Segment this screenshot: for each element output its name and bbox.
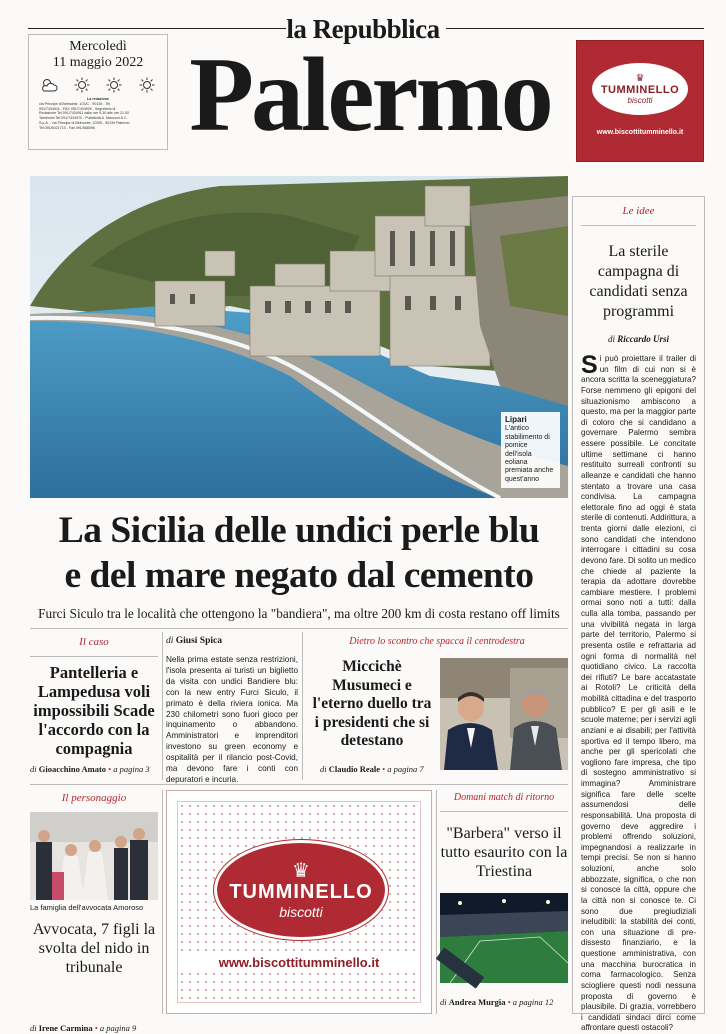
lead-headline-line-1: La Sicilia delle undici perle blu [58, 510, 540, 551]
kicker-rule [30, 656, 158, 657]
tumminello-logo [592, 63, 688, 115]
kicker-rule [440, 811, 568, 812]
page-ref-bullet: • [382, 764, 386, 774]
byline-prefix: di [30, 764, 37, 774]
byline-prefix: di [30, 1023, 37, 1033]
ad-url[interactable]: www.biscottitumminello.it [596, 129, 684, 136]
ad-url[interactable]: www.biscottitumminello.it [178, 955, 420, 970]
contacts-line: Tel.091/6021715 - Fax 091/588096 [39, 125, 95, 130]
lead-story-body: Nella prima estate senza restrizioni, l'isola presenta ai turisti un biglietto da visita con undici Bandiere blu: con la new entry Furci Siculo, il primato è della riviera ionica. Ma 230 chilometri sono fuori gioco per inquinamento o abbandono. Amministratori e imprenditori investono su green economy e ospitalità per il rilancio post-Covid, ma devono fare i conti con depuratori e incuria. [166, 655, 298, 784]
ad-brand: TUMMINELLO [229, 880, 373, 903]
kicker-rule [581, 225, 696, 226]
byline-author: Andrea Murgia [448, 997, 506, 1007]
contacts-line: via Principe di Belmonte, 103/C - 90139 - Tel. [39, 101, 112, 106]
story-kicker: Dietro lo scontro che spacca il centrodestra [349, 636, 525, 647]
top-advertisement[interactable] [576, 40, 704, 162]
byline-prefix: di [607, 334, 615, 344]
opinion-headline: La sterile campagna di candidati senza programmi [589, 243, 688, 320]
ad-brand: TUMMINELLO [600, 83, 680, 96]
story-headline: "Barbera" verso il tutto esaurito con la Triestina [440, 825, 568, 880]
masthead-rule-right [446, 28, 704, 29]
edition-city-title: Palermo [189, 36, 551, 153]
sun-icon [104, 77, 124, 93]
opinion-column-le-idee[interactable] [572, 196, 705, 1033]
editorial-contacts [33, 97, 163, 131]
byline-author: Giusi Spica [175, 636, 222, 646]
weather-strip [33, 77, 163, 93]
section-divider [30, 628, 568, 629]
masthead-rule-left [28, 28, 286, 29]
crown-icon: ♛ [292, 859, 310, 882]
story-headline: Avvocata, 7 figli la svolta del nido in tribunale [32, 921, 156, 976]
family-photo [30, 812, 158, 900]
column-divider [162, 632, 163, 780]
page-ref-bullet: • [108, 764, 112, 774]
story-il-caso[interactable] [30, 636, 158, 774]
lead-story-text[interactable] [166, 636, 298, 800]
byline-author: Irene Carmina [38, 1023, 93, 1033]
byline-author: Riccardo Ursi [617, 334, 669, 344]
page-ref: a pagina 12 [512, 997, 554, 1007]
middle-advertisement[interactable] [166, 790, 432, 1014]
page-ref: a pagina 3 [113, 764, 150, 774]
page-ref: a pagina 7 [387, 764, 424, 774]
ad-subbrand: biscotti [627, 95, 653, 105]
opinion-body [581, 351, 696, 1034]
byline-author: Claudio Reale [328, 764, 380, 774]
lead-headline[interactable] [30, 508, 568, 598]
photo-caption [501, 412, 560, 488]
page-ref-bullet: • [94, 1023, 98, 1033]
opinion-body-text: i può proiettare il trailer di un film di cui non si è ancora scritta la sceneggiatura? Forse nemmeno gli epigoni del situazionismo ambiscono a questo, ma per la maggior parte di coloro che si candidano a governare Palermo sembra essere possibile. Le concitate ultime settimane ci hanno restituito surreali confronti su alleanze e candidati che hanno stentato a trovare una casa condivisa. La campagna elettorale fino ad oggi è stata sterile di contenuti. Addirittura, a trenta giorni dalle elezioni, ci sono candidati che intendono interrogare i cittadini su cosa devono fare. Di solito un medico che chiede al paziente la terapia da adottare dovrebbe cambiare mestiere. I problemi ormai sono noti a tutti: dalla culla alla tomba, passando per una vivibilità negata in larga parte del territorio, Palermo si presenta ostile e refrattaria ad ogni forma di normalità nel quotidiano civico. La raccolta dei rifiuti? Le bare accatastate ai Rotoli? Le criticità della mobilità cittadina e del trasporto pubblico? E per gli asili e le scuole materne; per i servizi agli anziani e ai disabili; per l'attività sportiva ed il tempo libero, ma anche per gli spericolati che vogliono fare impresa, che tipo di sostegno amministrativo si immagina? Amministrare significa fare delle scelte assumendosi delle responsabilità. Una proposta di governo deve aggredire i problemi offrendo soluzioni, impegnandosi a realizzarle in tempi precisi. Se non si hanno soluzioni, anche solo abbozzate, significa, o che non si conosce la città, oppure che la città non si conosce te. Ci sono due pregiudiziali ineludibili: la stabilità dei conti, con una situazione di pre-dissesto finanziario, e la questione amministrativa, con una macchina burocratica in coma farmacologico. Senza sciogliere questi nodi nessuna proposta di governo è plausibile. Di grazia, vorrebbero i candidati sindaci dirci come affrontare questi ostacoli? [581, 354, 696, 1033]
story-match[interactable] [440, 792, 568, 1007]
date-weather-box [28, 34, 168, 150]
caption-text: L'antico stabilimento di pomice dell'isola eoliana premiata anche quest'anno [505, 425, 554, 483]
contacts-line: S.p.A. - via Principe di Belmonte, 103/B - 90139 Palermo [39, 120, 130, 125]
crown-icon: ♛ [635, 72, 645, 84]
story-headline: Miccichè Musumeci e l'eterno duello tra i presidenti che si detestano [312, 658, 432, 749]
column-divider [436, 790, 437, 1014]
politicians-photo [440, 658, 568, 770]
tumminello-logo [214, 840, 388, 940]
lipari-coast-photo [30, 176, 568, 498]
lead-subhead: Furci Siculo tra le località che ottengono la "bandiera", ma oltre 200 km di costa restano off limits [38, 606, 560, 621]
ad-pattern [177, 801, 421, 1003]
story-kicker: Le idee [622, 205, 655, 217]
story-headline: Pantelleria e Lampedusa voli impossibili Scade l'accordo con la compagnia [33, 663, 155, 758]
section-divider [30, 784, 568, 785]
sun-icon [137, 77, 157, 93]
photo-caption: La famiglia dell'avvocata Amoroso [30, 903, 144, 912]
column-divider [162, 790, 163, 1014]
byline-author: Gioacchino Amato [38, 764, 107, 774]
dropcap: S [581, 351, 598, 379]
contacts-line: Redazione Tel.091/7434911 dalle ore 9.30 alle ore 21.00 [39, 111, 129, 116]
stadium-photo [440, 893, 568, 983]
story-il-personaggio[interactable] [30, 792, 158, 1033]
lead-headline-line-2: e del mare negato dal cemento [64, 555, 534, 596]
contacts-line: Tamburini Tel.091/7434970 - Pubblicità A. Manzoni & C. [39, 116, 128, 121]
cloud-sun-icon [39, 77, 59, 93]
newspaper-name: la Repubblica [286, 14, 440, 44]
page-ref-bullet: • [507, 997, 511, 1007]
sun-icon [72, 77, 92, 93]
byline-prefix: di [320, 764, 327, 774]
contacts-title: La redazione [87, 97, 109, 101]
story-centrodestra[interactable] [306, 636, 568, 780]
story-kicker: Il caso [79, 636, 109, 648]
date-day: 11 maggio 2022 [52, 55, 144, 70]
ad-subbrand: biscotti [279, 903, 323, 920]
date-weekday: Mercoledì [69, 39, 127, 54]
byline-prefix: di [166, 636, 174, 646]
column-divider [302, 632, 303, 780]
byline-prefix: di [440, 997, 447, 1007]
caption-place: Lipari [505, 415, 527, 424]
story-kicker: Domani match di ritorno [453, 792, 555, 803]
contacts-line: 091/7434911 - FAX 091/7434929 - Segreteria di [39, 106, 116, 111]
page-ref: a pagina 9 [99, 1023, 137, 1033]
story-kicker: Il personaggio [61, 792, 127, 804]
